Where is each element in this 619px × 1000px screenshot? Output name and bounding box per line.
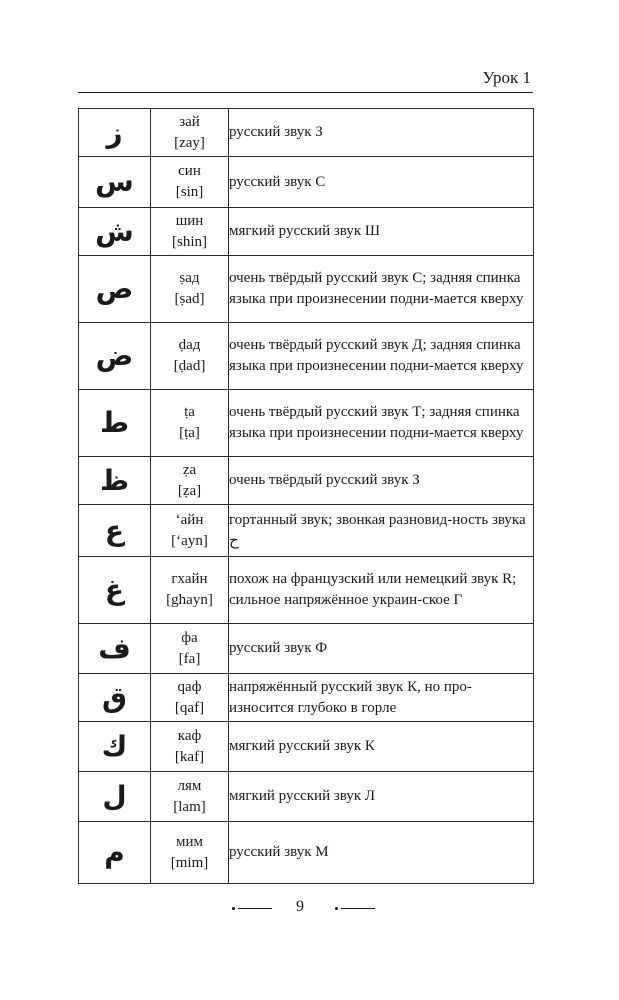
letter-transliteration: [zay] [174, 134, 205, 151]
letter-transliteration: [qaf] [174, 699, 205, 716]
letter-transliteration: [ḍad] [173, 358, 206, 374]
running-header [78, 64, 533, 93]
arabic-letter: ص [79, 256, 151, 323]
letter-name: шин [175, 212, 204, 229]
arabic-letter: ظ [79, 457, 151, 505]
letter-name: qаф [177, 678, 202, 695]
letter-description: русский звук С [229, 157, 534, 208]
letter-name-cell [151, 208, 229, 256]
arabic-letter: ف [79, 624, 151, 674]
table-row [79, 323, 534, 390]
page-footer [0, 896, 619, 920]
letter-name-cell [151, 457, 229, 505]
letter-transliteration: [mim] [170, 854, 209, 871]
arabic-letter: ض [79, 323, 151, 390]
letter-transliteration: [kaf] [174, 748, 205, 765]
letter-name: ḍад [178, 337, 201, 353]
lesson-title: Урок 1 [482, 68, 531, 87]
table-row [79, 208, 534, 256]
table-row [79, 157, 534, 208]
arabic-letter: ش [79, 208, 151, 256]
letter-name: мим [175, 833, 203, 850]
letter-name-cell [151, 323, 229, 390]
letter-name-cell [151, 822, 229, 884]
arabic-letter: ك [79, 722, 151, 772]
letter-name: ‘айн [175, 511, 204, 528]
letter-transliteration: [fa] [178, 650, 201, 667]
letter-description: мягкий русский звук Ш [229, 208, 534, 256]
table-row [79, 109, 534, 157]
letter-description: похож на французский или немецкий звук R; сильное напряжённое украин-ское Г [229, 557, 534, 624]
letter-transliteration: [lam] [173, 798, 206, 815]
letter-name-cell [151, 157, 229, 208]
letter-description: напряжённый русский звук К, но про-износится глубоко в горле [229, 674, 534, 722]
letter-transliteration: [‘ayn] [171, 532, 208, 549]
arabic-letter: ق [79, 674, 151, 722]
letter-name: каф [177, 727, 202, 744]
letter-description: очень твёрдый русский звук Д; задняя спинка языка при произнесении подни-мается кверху [229, 323, 534, 390]
letter-name: фа [181, 629, 198, 646]
letter-name: зай [179, 113, 200, 130]
arabic-letter: ل [79, 772, 151, 822]
footer-rule-right [341, 908, 375, 909]
arabic-letter: ز [79, 109, 151, 157]
arabic-letter: س [79, 157, 151, 208]
letter-transliteration: [sin] [175, 184, 204, 200]
letter-description: очень твёрдый русский звук З [229, 457, 534, 505]
letter-description: гортанный звук; звонкая разновид-ность звука ح [229, 505, 534, 557]
arabic-letter: غ [79, 557, 151, 624]
table-row [79, 457, 534, 505]
letter-name-cell [151, 674, 229, 722]
table-row [79, 722, 534, 772]
page-number: 9 [296, 898, 304, 915]
letter-name-cell [151, 109, 229, 157]
letter-transliteration: [ṣad] [174, 291, 205, 307]
letter-description: очень твёрдый русский звук Т; задняя спинка языка при произнесении подни-мается кверху [229, 390, 534, 457]
arabic-letter: م [79, 822, 151, 884]
letter-name: син [178, 163, 201, 179]
letter-name: ẓа [182, 461, 197, 478]
letter-description: русский звук М [229, 822, 534, 884]
letter-transliteration: [ṭa] [179, 425, 200, 441]
letter-name-cell [151, 722, 229, 772]
letter-description: очень твёрдый русский звук С; задняя спинка языка при произнесении подни-мается кверху [229, 256, 534, 323]
table-row [79, 674, 534, 722]
letter-transliteration: [ghayn] [166, 592, 213, 608]
letter-description: мягкий русский звук К [229, 722, 534, 772]
letter-description: русский звук Ф [229, 624, 534, 674]
alphabet-table [78, 108, 534, 884]
table-row [79, 390, 534, 457]
table-row [79, 772, 534, 822]
letter-name-cell [151, 557, 229, 624]
letter-name-cell [151, 256, 229, 323]
letter-name-cell [151, 390, 229, 457]
table-row [79, 624, 534, 674]
letter-name-cell [151, 772, 229, 822]
arabic-letter: ع [79, 505, 151, 557]
letter-name: лям [177, 777, 202, 794]
letter-name: гхайн [171, 571, 208, 587]
footer-dot-right [335, 907, 338, 910]
footer-dot-left [232, 907, 235, 910]
table-row [79, 557, 534, 624]
letter-name: ṣад [179, 270, 200, 286]
letter-transliteration: [shin] [172, 233, 207, 250]
table-row [79, 256, 534, 323]
table-row [79, 822, 534, 884]
letter-name-cell [151, 624, 229, 674]
letter-description: мягкий русский звук Л [229, 772, 534, 822]
letter-name-cell [151, 505, 229, 557]
letter-name: ṭа [184, 404, 195, 420]
letter-description: русский звук З [229, 109, 534, 157]
letter-transliteration: [ẓa] [177, 482, 202, 499]
footer-rule-left [238, 908, 272, 909]
table-row [79, 505, 534, 557]
arabic-letter: ط [79, 390, 151, 457]
